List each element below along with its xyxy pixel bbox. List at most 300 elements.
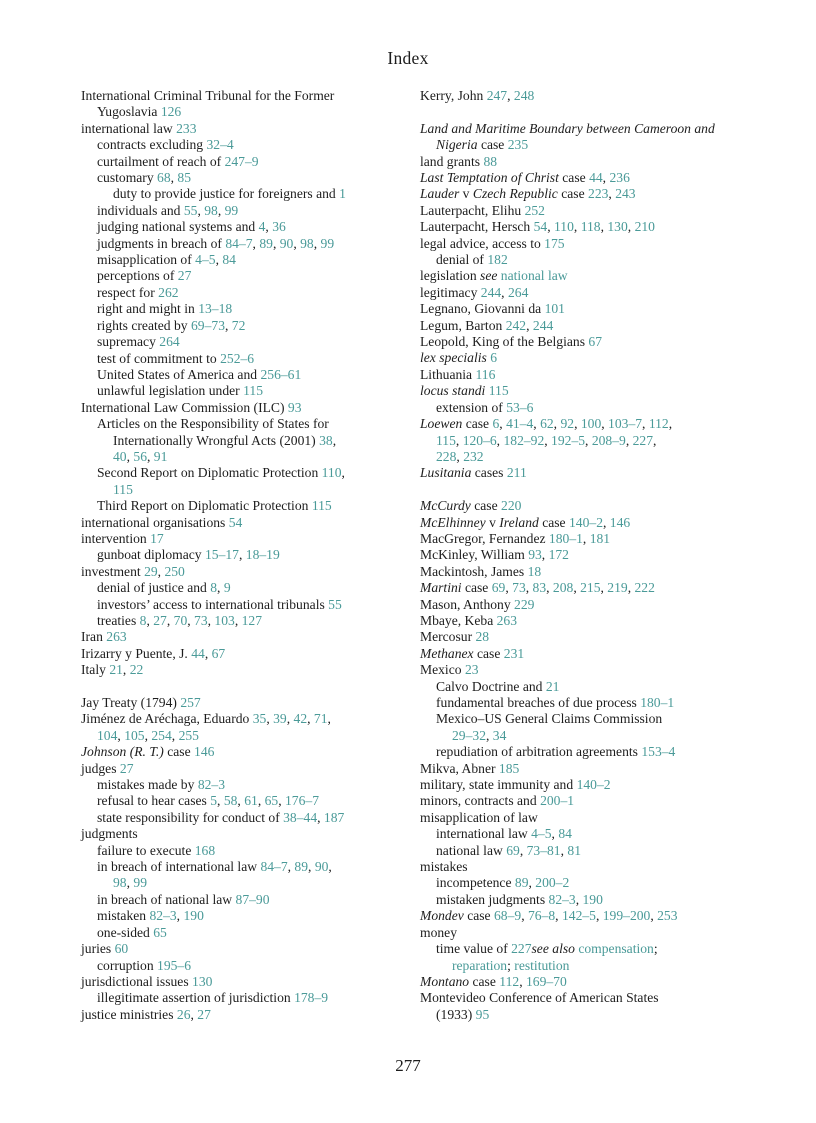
entry-text: investment — [81, 563, 145, 579]
entry-text: , — [313, 235, 321, 251]
index-subentry — [81, 908, 411, 924]
entry-text: , — [166, 613, 174, 628]
page-reference: 215 — [580, 580, 601, 596]
page-reference: 60 — [114, 941, 129, 957]
page-reference: 32–4 — [206, 137, 234, 153]
page-reference: 115 — [311, 498, 332, 514]
index-subentry — [81, 580, 411, 596]
entry-text: Mikva, Abner — [420, 760, 499, 776]
page-reference: 252–6 — [220, 350, 255, 366]
page-reference: 255 — [178, 727, 199, 743]
index-entry-continuation — [420, 958, 750, 974]
entry-text: MacGregor, Fernandez — [420, 530, 549, 546]
index-entry-continuation — [81, 104, 411, 120]
entry-text: case — [469, 973, 500, 989]
entry-text: , — [650, 908, 658, 924]
index-subentry — [81, 252, 411, 268]
entry-text: , — [653, 432, 657, 448]
entry-text: Lauder — [420, 186, 460, 202]
entry-text: Calvo Doctrine and — [436, 678, 546, 694]
page-reference: 65 — [264, 793, 279, 809]
entry-text: , — [582, 530, 590, 546]
index-subentry — [81, 170, 411, 186]
page-reference: 58 — [223, 793, 238, 809]
page-reference: 222 — [634, 580, 655, 596]
page-reference: 219 — [607, 580, 628, 596]
index-subentry — [81, 301, 411, 317]
page-reference: 54 — [228, 514, 243, 530]
entry-text: Mercosur — [420, 629, 476, 645]
page-reference: 232 — [463, 448, 484, 464]
entry-text: land grants — [420, 153, 484, 169]
index-entry-continuation — [420, 433, 750, 449]
entry-text: Loewen — [420, 416, 463, 432]
entry-text: , — [126, 448, 134, 464]
index-subentry — [81, 843, 411, 859]
entry-text: , — [293, 235, 301, 251]
entry-text: , — [507, 88, 514, 103]
index-subentry — [81, 219, 411, 235]
index-entry — [81, 121, 411, 137]
entry-text: repudiation of arbitration agreements — [436, 744, 642, 760]
page-reference: 140–2 — [576, 777, 611, 793]
index-entry — [420, 629, 750, 645]
entry-text: Ireland — [499, 514, 539, 530]
entry-text: denial of — [436, 252, 488, 268]
entry-text: individuals and — [97, 202, 184, 218]
entry-text: Lauterpacht, Hersch — [420, 219, 534, 235]
page-reference: 169–70 — [525, 973, 567, 989]
entry-text: , — [272, 235, 280, 251]
index-entry — [420, 974, 750, 990]
page-reference: 73 — [512, 580, 526, 596]
page-reference: 15–17 — [204, 547, 239, 563]
page-reference: 27 — [177, 268, 192, 284]
page-reference: 21 — [545, 678, 560, 694]
page-reference: 116 — [475, 366, 496, 382]
page-reference: 82–3 — [197, 777, 225, 793]
entry-text: Mondev — [420, 908, 464, 924]
page-reference: 8 — [139, 613, 147, 628]
page-reference: 13–18 — [198, 301, 233, 317]
page-reference: 146 — [609, 514, 631, 530]
entry-text: v — [459, 186, 473, 202]
page-reference: reparation — [452, 957, 508, 973]
entry-text: perceptions of — [97, 268, 178, 284]
page-reference: 208 — [552, 580, 574, 596]
entry-text: mistaken — [97, 908, 150, 924]
entry-text: national law — [436, 842, 507, 858]
entry-text: , — [234, 613, 242, 628]
page-reference: 244 — [532, 317, 554, 333]
index-subentry — [81, 351, 411, 367]
page-reference: 90 — [314, 859, 329, 875]
index-entry-continuation — [81, 875, 411, 891]
entry-text: , — [642, 416, 649, 432]
page-reference: 56 — [133, 448, 147, 464]
index-subentry — [420, 679, 750, 695]
entry-text: duty to provide justice for foreigners and — [113, 186, 340, 202]
entry-text: International Criminal Tribunal for the Former — [81, 88, 335, 103]
index-gap — [420, 104, 750, 120]
entry-text: mistakes — [420, 859, 468, 875]
page-reference: 227 — [632, 432, 653, 448]
index-entry — [420, 925, 750, 941]
entry-text: respect for — [97, 284, 159, 300]
page-reference: 34 — [492, 727, 507, 743]
entry-text: misapplication of law — [420, 809, 538, 825]
entry-text: (1933) — [436, 1006, 476, 1022]
index-entry — [81, 744, 411, 760]
entry-text: United States of America and — [97, 366, 261, 382]
entry-text: right and might in — [97, 301, 199, 317]
entry-text: in breach of national law — [97, 891, 236, 907]
page-reference: 18 — [527, 563, 542, 579]
entry-text: , — [528, 875, 536, 891]
page-reference: 115 — [243, 383, 263, 399]
entry-text: , — [668, 416, 673, 432]
entry-text: customary — [97, 170, 158, 186]
page-reference: 130 — [607, 219, 628, 235]
index-entry — [420, 761, 750, 777]
page-reference: 68–9 — [494, 908, 522, 924]
page-title: Index — [387, 48, 429, 68]
index-column-left — [81, 88, 411, 1023]
entry-text: Montano — [420, 973, 470, 989]
page-reference: 4–5 — [531, 826, 552, 842]
entry-text: Legnano, Giovanni da — [420, 301, 545, 317]
index-entry — [420, 186, 750, 202]
entry-text: , — [574, 416, 581, 432]
entry-text: , — [187, 613, 195, 628]
entry-text: , — [286, 711, 294, 727]
index-entry — [420, 416, 750, 432]
page-reference: 44 — [589, 170, 603, 186]
page-reference: 62 — [540, 416, 554, 432]
page-reference: 120–6 — [462, 432, 497, 448]
entry-text: Internationally Wrongful Acts (2001) — [113, 432, 320, 448]
page-reference: 40 — [113, 448, 127, 464]
index-subentry — [81, 416, 411, 432]
page-reference: 146 — [194, 744, 215, 760]
page-reference: 211 — [506, 465, 527, 481]
page-reference: 190 — [183, 908, 204, 924]
index-entry — [420, 367, 750, 383]
index-entry-continuation — [81, 433, 411, 449]
page-reference: 90 — [279, 235, 294, 251]
entry-text: , — [122, 662, 130, 678]
entry-text: lex specialis — [420, 350, 487, 366]
page-reference: 85 — [177, 170, 192, 186]
index-entry — [81, 88, 411, 104]
page-reference: 172 — [548, 547, 569, 563]
index-entry — [81, 515, 411, 531]
page-reference: 200–1 — [540, 793, 575, 809]
entry-text: , — [328, 859, 332, 875]
index-subentry — [81, 383, 411, 399]
index-subentry — [420, 843, 750, 859]
index-entry — [81, 564, 411, 580]
page-reference: 180–1 — [548, 530, 583, 546]
page-reference: 84 — [558, 826, 572, 842]
page-reference: 99 — [320, 235, 335, 251]
entry-text: , — [190, 1006, 198, 1022]
page-reference: 44 — [191, 645, 205, 661]
index-subentry — [420, 941, 750, 957]
page-reference: 110 — [321, 465, 342, 481]
page-reference: 6 — [490, 350, 498, 366]
index-entry-continuation — [420, 728, 750, 744]
entry-text: international law — [436, 826, 532, 842]
page-reference: 103 — [214, 613, 235, 628]
page-reference: 142–5 — [561, 908, 596, 924]
page-reference: 5 — [210, 793, 218, 809]
index-entry — [81, 531, 411, 547]
page-reference: 84–7 — [260, 859, 288, 875]
entry-text: , — [541, 547, 549, 563]
entry-text: , — [625, 432, 633, 448]
page-reference: 182 — [487, 252, 508, 268]
entry-text: legislation — [420, 268, 481, 284]
index-entry — [420, 334, 750, 350]
page-reference: 70 — [173, 613, 188, 628]
entry-text: , — [608, 186, 616, 202]
page-reference: 6 — [492, 416, 500, 432]
page-reference: 95 — [475, 1006, 490, 1022]
page-reference: 98 — [204, 202, 218, 218]
entry-text: , — [456, 448, 464, 464]
entry-text: judges — [81, 760, 120, 776]
entry-text: in breach of international law — [97, 859, 261, 875]
entry-text: , — [252, 235, 260, 251]
page-reference: 252 — [524, 202, 545, 218]
entry-text: Lithuania — [420, 366, 476, 382]
entry-text: investors’ access to international tribunals — [97, 596, 329, 612]
page-reference: 195–6 — [157, 957, 192, 973]
index-subentry — [81, 892, 411, 908]
entry-text: , — [595, 908, 603, 924]
entry-text: state responsibility for conduct of — [97, 809, 284, 825]
entry-text: , — [287, 859, 295, 875]
page-reference: 99 — [133, 875, 147, 891]
page-reference: 187 — [323, 809, 345, 825]
page-reference: 61 — [244, 793, 258, 809]
page-reference: 18–19 — [245, 547, 280, 563]
page-reference: 181 — [589, 530, 611, 546]
index-entry — [81, 1007, 411, 1023]
entry-text: International Law Commission (ILC) — [81, 399, 288, 415]
index-subentry — [420, 744, 750, 760]
entry-text: , — [519, 842, 527, 858]
entry-text: , — [627, 219, 635, 235]
entry-text: , — [455, 432, 463, 448]
page-reference: 256–61 — [260, 366, 302, 382]
entry-text: case — [163, 744, 195, 760]
page-reference: 130 — [192, 973, 213, 989]
page-reference: 69 — [506, 842, 520, 858]
entry-text: military, state immunity and — [420, 777, 577, 793]
page-reference: 210 — [634, 219, 655, 235]
entry-text: , — [170, 170, 178, 186]
page-reference: 87–90 — [235, 891, 270, 907]
entry-text: Mason, Anthony — [420, 596, 515, 612]
index-entry — [420, 646, 750, 662]
index-entry — [420, 154, 750, 170]
page-reference: 264 — [507, 284, 529, 300]
page-reference: 140–2 — [569, 514, 603, 530]
entry-text: one-sided — [97, 924, 154, 940]
index-subentry — [81, 137, 411, 153]
page-reference: 236 — [609, 170, 630, 186]
index-entry — [420, 531, 750, 547]
index-column-right — [420, 88, 750, 1023]
index-subentry — [81, 154, 411, 170]
entry-text: case — [462, 416, 493, 432]
page-reference: 69 — [491, 580, 506, 596]
entry-text: McKinley, William — [420, 547, 529, 563]
entry-text: supremacy — [97, 334, 160, 350]
entry-text: see also — [531, 941, 575, 957]
page-reference: 39 — [273, 711, 287, 727]
entry-text: Iran — [81, 629, 107, 645]
entry-text: , — [575, 891, 583, 907]
index-entry — [420, 285, 750, 301]
index-entry-continuation — [420, 449, 750, 465]
entry-text: v — [485, 514, 500, 530]
page-reference: 115 — [436, 432, 456, 448]
entry-text: McCurdy — [420, 498, 471, 514]
entry-text: Martini — [420, 580, 462, 596]
page-reference: 36 — [272, 219, 286, 235]
entry-text: ; — [653, 941, 658, 957]
entry-text: , — [525, 580, 533, 596]
entry-text: , — [157, 563, 165, 579]
entry-text: , — [519, 973, 526, 989]
page-reference: 127 — [241, 613, 262, 628]
entry-text: , — [307, 711, 314, 727]
page-reference: 67 — [211, 645, 226, 661]
entry-text: international organisations — [81, 514, 229, 530]
entry-text: , — [485, 727, 493, 743]
entry-text: , — [555, 908, 562, 924]
page-reference: 200–2 — [535, 875, 570, 891]
entry-text: Jiménez de Aréchaga, Eduardo — [81, 711, 253, 727]
entry-text: case — [461, 580, 492, 596]
page-reference: 227 — [511, 941, 532, 957]
page-reference: 83 — [532, 580, 547, 596]
page-reference: 235 — [507, 137, 529, 153]
index-subentry — [81, 285, 411, 301]
entry-text: intervention — [81, 530, 151, 546]
page-reference: 101 — [544, 301, 565, 317]
page-reference: 112 — [648, 416, 669, 432]
entry-text: contracts excluding — [97, 137, 207, 153]
index-entry — [81, 629, 411, 645]
entry-text: fundamental breaches of due process — [436, 695, 641, 710]
entry-text: rights created by — [97, 317, 191, 333]
index-entry — [420, 301, 750, 317]
entry-text: , — [573, 580, 581, 596]
entry-text: Johnson (R. T.) — [81, 744, 164, 760]
entry-text: Land and Maritime Boundary between Cameroon and — [420, 120, 715, 136]
page-reference: 248 — [513, 88, 535, 103]
page-reference: 9 — [223, 580, 231, 596]
entry-text: Jay Treaty (1794) — [81, 695, 181, 711]
page-reference: 82–3 — [149, 908, 177, 924]
entry-text: , — [521, 908, 528, 924]
entry-text: , — [600, 219, 608, 235]
page-reference: 17 — [150, 530, 164, 546]
page-reference: 27 — [197, 1006, 211, 1022]
entry-text: , — [341, 465, 345, 481]
entry-text: Nigeria — [436, 137, 478, 153]
page-reference: 29–32 — [452, 727, 486, 743]
entry-text: illegitimate assertion of jurisdiction — [97, 990, 295, 1006]
entry-text: treaties — [97, 613, 140, 628]
page-reference: 42 — [293, 711, 308, 727]
index-entry — [420, 219, 750, 235]
index-subentry — [420, 826, 750, 842]
page-reference: 153–4 — [641, 744, 676, 760]
entry-text: legitimacy — [420, 284, 481, 300]
page-reference: 126 — [160, 104, 182, 120]
index-entry — [420, 170, 750, 186]
index-subentry — [81, 810, 411, 826]
entry-text: , — [573, 219, 581, 235]
entry-text: Methanex — [420, 645, 474, 661]
page-reference: 253 — [657, 908, 678, 924]
entry-text: minors, contracts and — [420, 793, 541, 809]
entry-text: incompetence — [436, 875, 515, 891]
entry-text: case — [538, 514, 569, 530]
entry-text: , — [207, 613, 215, 628]
page-reference: 264 — [159, 334, 180, 350]
page-reference: 55 — [328, 596, 342, 612]
page-reference: 23 — [464, 662, 479, 678]
page-reference: 81 — [567, 842, 581, 858]
entry-text: juries — [81, 941, 115, 957]
index-entry — [420, 777, 750, 793]
entry-text: refusal to hear cases — [97, 793, 211, 809]
index-subentry — [420, 711, 750, 727]
page-reference: 22 — [129, 662, 144, 678]
page-reference: 98 — [113, 875, 127, 891]
page-reference: 250 — [164, 563, 185, 579]
index-subentry — [81, 367, 411, 383]
entry-text: , — [278, 793, 285, 809]
page-reference: compensation — [578, 941, 654, 957]
page-reference: 1 — [339, 186, 346, 202]
page-reference: 104 — [97, 727, 118, 743]
entry-text: Mexico — [420, 662, 465, 678]
index-subentry — [420, 875, 750, 891]
page-reference: 4–5 — [195, 252, 216, 268]
entry-text: , — [308, 859, 315, 875]
entry-text: judging national systems and — [97, 219, 259, 235]
page-reference: 88 — [483, 153, 498, 169]
page-reference: 8 — [210, 580, 218, 596]
page-reference: 35 — [252, 711, 267, 727]
index-entry-continuation — [81, 728, 411, 744]
index-entry — [81, 974, 411, 990]
index-entry — [420, 268, 750, 284]
index-entry — [420, 613, 750, 629]
page-reference: 99 — [224, 202, 239, 218]
index-entry — [81, 941, 411, 957]
entry-text: Articles on the Responsibility of States for — [97, 416, 329, 432]
entry-text: Czech Republic — [472, 186, 558, 202]
entry-text: , — [146, 613, 154, 628]
